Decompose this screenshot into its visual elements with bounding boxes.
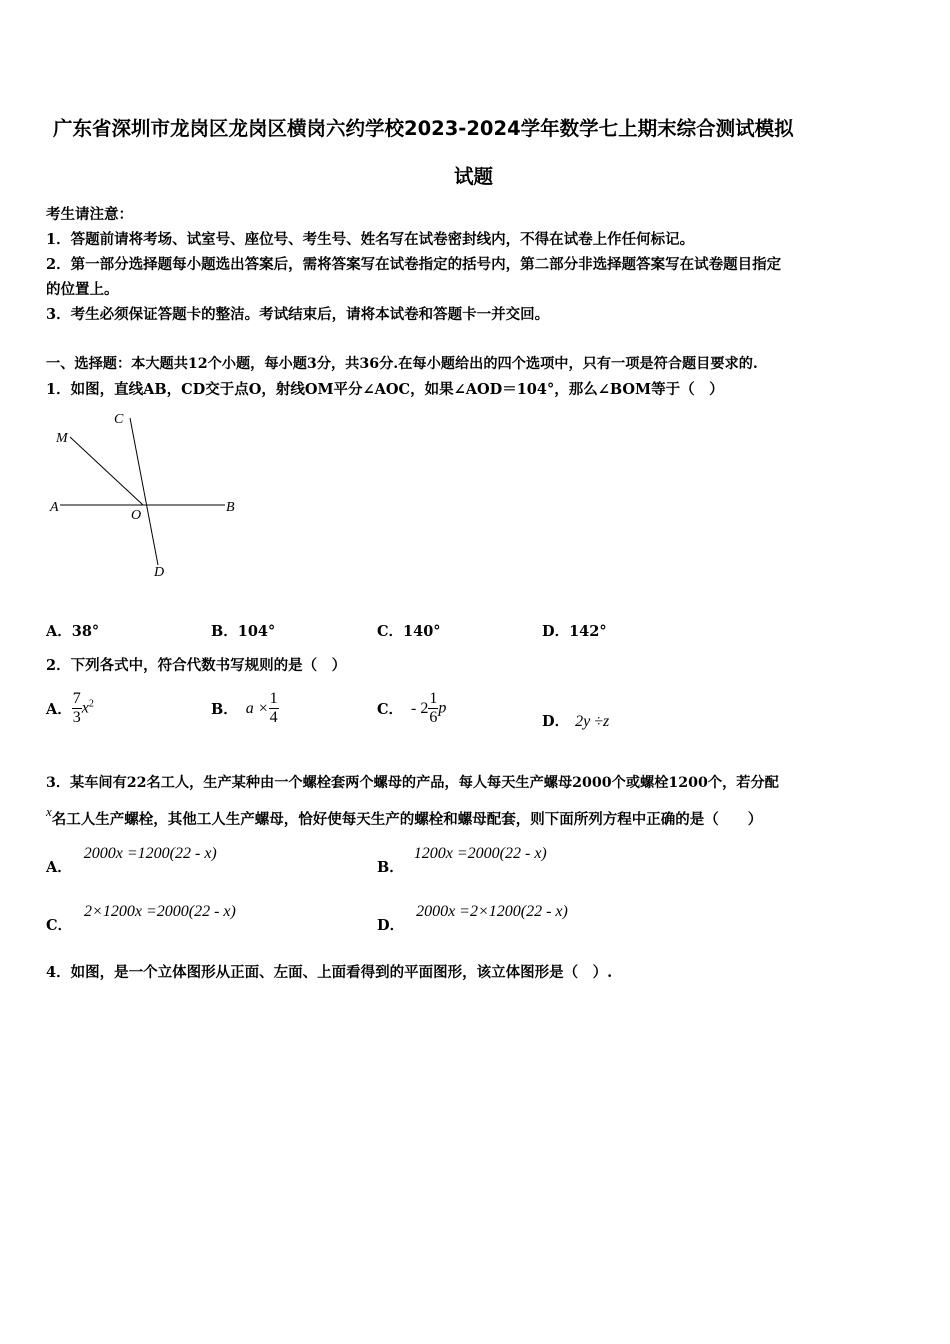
q3-option-d[interactable]: D．2000x =2×1200(22 - x): [377, 903, 568, 934]
fraction: $\frac{7}{3}$: [72, 690, 81, 726]
q3-option-c[interactable]: C．2×1200x =2000(22 - x): [46, 903, 236, 934]
question-1-text: 1．如图，直线AB，CD交于点O，射线OM平分∠AOC，如果∠AOD＝104°，那么∠BOM等于（ ）: [46, 381, 724, 398]
question-1-figure: [40, 405, 260, 585]
q3-option-b[interactable]: B．1200x =2000(22 - x): [377, 845, 547, 876]
notice-item-3: 3．考生必须保证答题卡的整洁。考试结束后，请将本试卷和答题卡一并交回。: [46, 306, 550, 323]
line-cd: [130, 418, 158, 565]
q3-option-a[interactable]: A．2000x =1200(22 - x): [46, 845, 217, 876]
page-title-line1: 广东省深圳市龙岗区龙岗区横岗六约学校2023-2024学年数学七上期末综合测试模拟: [53, 117, 794, 140]
notice-heading: 考生请注意：: [46, 206, 133, 223]
ray-om: [70, 437, 143, 505]
question-3-line2: [46, 804, 763, 829]
var-x: x: [46, 804, 52, 819]
q2-option-a[interactable]: A． $\frac{7}{3}$ $x^2$: [46, 690, 94, 726]
question-3-line1: 3．某车间有22名工人，生产某种由一个螺栓套两个螺母的产品，每人每天生产螺母2000个或螺栓1200个，若分配: [46, 775, 779, 791]
q2-option-d[interactable]: D． 2y ÷z: [542, 713, 610, 730]
q2-option-b-letter: B．: [211, 701, 238, 718]
q1-option-a[interactable]: A．38°: [46, 623, 100, 640]
question-4-text: 4．如图，是一个立体图形从正面、左面、上面看得到的平面图形，该立体图形是（ ）.: [46, 964, 613, 981]
q2-option-c[interactable]: C． - 2 $\frac{1}{6}$ p: [377, 690, 447, 726]
question-3-line2-text: 名工人生产螺栓，其他工人生产螺母，恰好使每天生产的螺栓和螺母配套，则下面所列方程中正确的是（ ）: [51, 811, 763, 828]
label-b: B: [226, 500, 235, 515]
q1-option-b[interactable]: B．104°: [211, 623, 276, 640]
q2-option-a-letter: A．: [46, 701, 72, 718]
q1-option-c[interactable]: C．140°: [377, 623, 441, 640]
notice-item-2-cont: 的位置上。: [46, 281, 119, 298]
question-2-text: 2．下列各式中，符合代数书写规则的是（ ）: [46, 657, 347, 674]
fraction: $\frac{1}{6}$: [429, 690, 438, 726]
label-d: D: [154, 565, 165, 580]
label-m: M: [56, 431, 68, 446]
q2-option-d-letter: D．: [542, 713, 570, 730]
label-c: C: [114, 412, 124, 427]
q2-option-b[interactable]: B． a × $\frac{1}{4}$: [211, 690, 278, 726]
fraction: $\frac{1}{4}$: [269, 690, 278, 726]
q1-option-d[interactable]: D．142°: [542, 623, 607, 640]
label-a: A: [50, 500, 59, 515]
label-o: O: [131, 508, 142, 523]
section-heading: 一、选择题：本大题共12个小题，每小题3分，共36分.在每小题给出的四个选项中，只有一项是符合题目要求的.: [46, 356, 758, 372]
notice-item-1: 1．答题前请将考场、试室号、座位号、考生号、姓名写在试卷密封线内，不得在试卷上作任何标记。: [46, 231, 695, 248]
notice-item-2: 2．第一部分选择题每小题选出答案后，需将答案写在试卷指定的括号内，第二部分非选择题答案写在试卷题目指定: [46, 256, 782, 273]
page-title-line2: 试题: [454, 165, 494, 188]
q2-option-c-letter: C．: [377, 701, 404, 718]
